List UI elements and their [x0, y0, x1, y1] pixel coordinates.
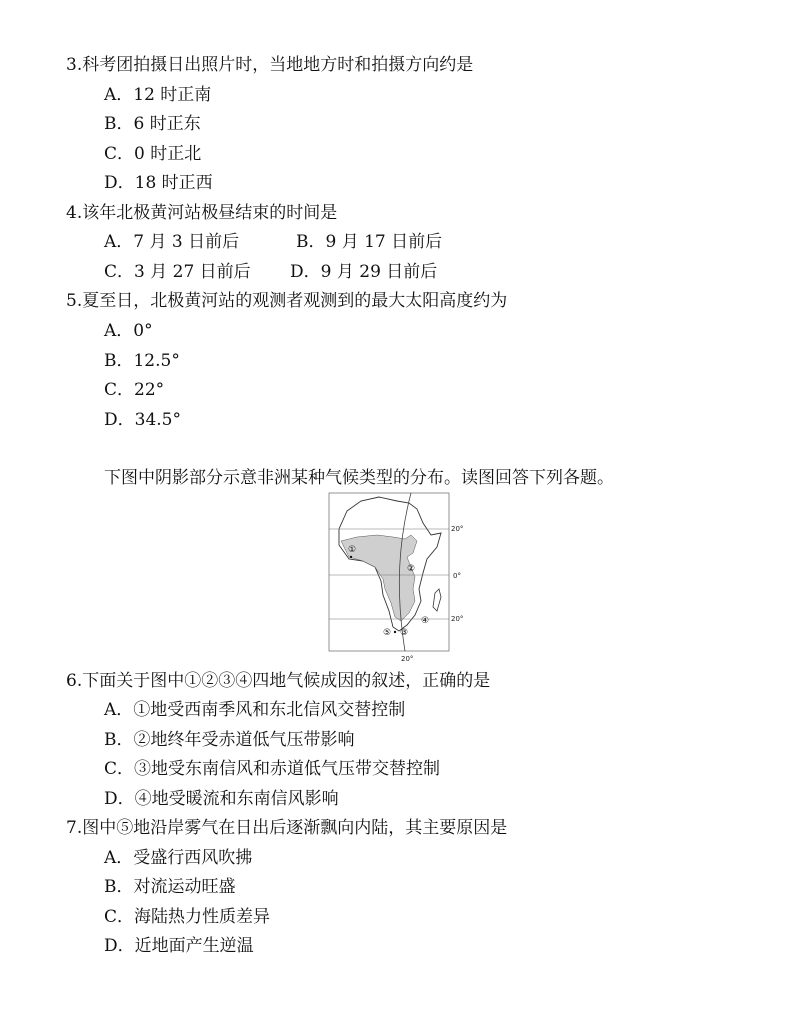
question-4-option-c: C．3 月 27 日前后: [104, 262, 251, 282]
lat-label-bottom: 20°: [401, 655, 414, 663]
point-label-2: ②: [407, 564, 416, 574]
question-4-option-a: A．7 月 3 日前后: [104, 232, 240, 252]
question-3-option-c: C．0 时正北: [104, 144, 202, 164]
question-6-stem: 6.下面关于图中①②③④四地气候成因的叙述，正确的是: [66, 671, 491, 691]
question-3-option-a: A．12 时正南: [104, 85, 212, 105]
question-3-option-d: D．18 时正西: [104, 173, 213, 193]
question-4-stem: 4.该年北极黄河站极昼结束的时间是: [66, 203, 338, 223]
question-4-option-b: B．9 月 17 日前后: [296, 232, 443, 252]
point-label-5: ⑤: [383, 628, 392, 638]
question-6-option-a: A．①地受西南季风和东北信风交替控制: [104, 700, 406, 720]
point-label-1: ①: [348, 545, 357, 555]
question-3-option-b: B．6 时正东: [104, 114, 201, 134]
question-7-option-c: C．海陆热力性质差异: [104, 907, 271, 927]
lat-label-20s: 20°: [451, 615, 464, 623]
lat-label-20n: 20°: [451, 525, 464, 533]
point-marker-3: [394, 631, 396, 633]
africa-climate-map: [327, 489, 467, 665]
madagascar-outline: [433, 589, 441, 611]
question-7-option-b: B．对流运动旺盛: [104, 877, 236, 897]
question-7-stem: 7.图中⑤地沿岸雾气在日出后逐渐飘向内陆，其主要原因是: [66, 818, 508, 838]
question-3-stem: 3.科考团拍摄日出照片时，当地地方时和拍摄方向约是: [66, 55, 474, 75]
question-5-option-a: A．0°: [104, 321, 153, 341]
question-7-option-d: D．近地面产生逆温: [104, 936, 254, 956]
question-6-option-b: B．②地终年受赤道低气压带影响: [104, 730, 355, 750]
question-5-option-b: B．12.5°: [104, 351, 180, 371]
question-5-stem: 5.夏至日，北极黄河站的观测者观测到的最大太阳高度约为: [66, 291, 508, 311]
point-marker-1: [350, 556, 352, 558]
question-6-option-d: D．④地受暖流和东南信风影响: [104, 789, 339, 809]
question-6-option-c: C．③地受东南信风和赤道低气压带交替控制: [104, 759, 441, 779]
lat-label-0: 0°: [453, 572, 461, 580]
point-label-3: ③: [400, 628, 409, 638]
question-5-option-d: D．34.5°: [104, 410, 181, 430]
question-5-option-c: C．22°: [104, 380, 165, 400]
point-label-4: ④: [421, 616, 430, 626]
question-7-option-a: A．受盛行西风吹拂: [104, 848, 253, 868]
question-4-option-d: D．9 月 29 日前后: [290, 262, 438, 282]
map-intro-text: 下图中阴影部分示意非洲某种气候类型的分布。读图回答下列各题。: [104, 468, 614, 488]
